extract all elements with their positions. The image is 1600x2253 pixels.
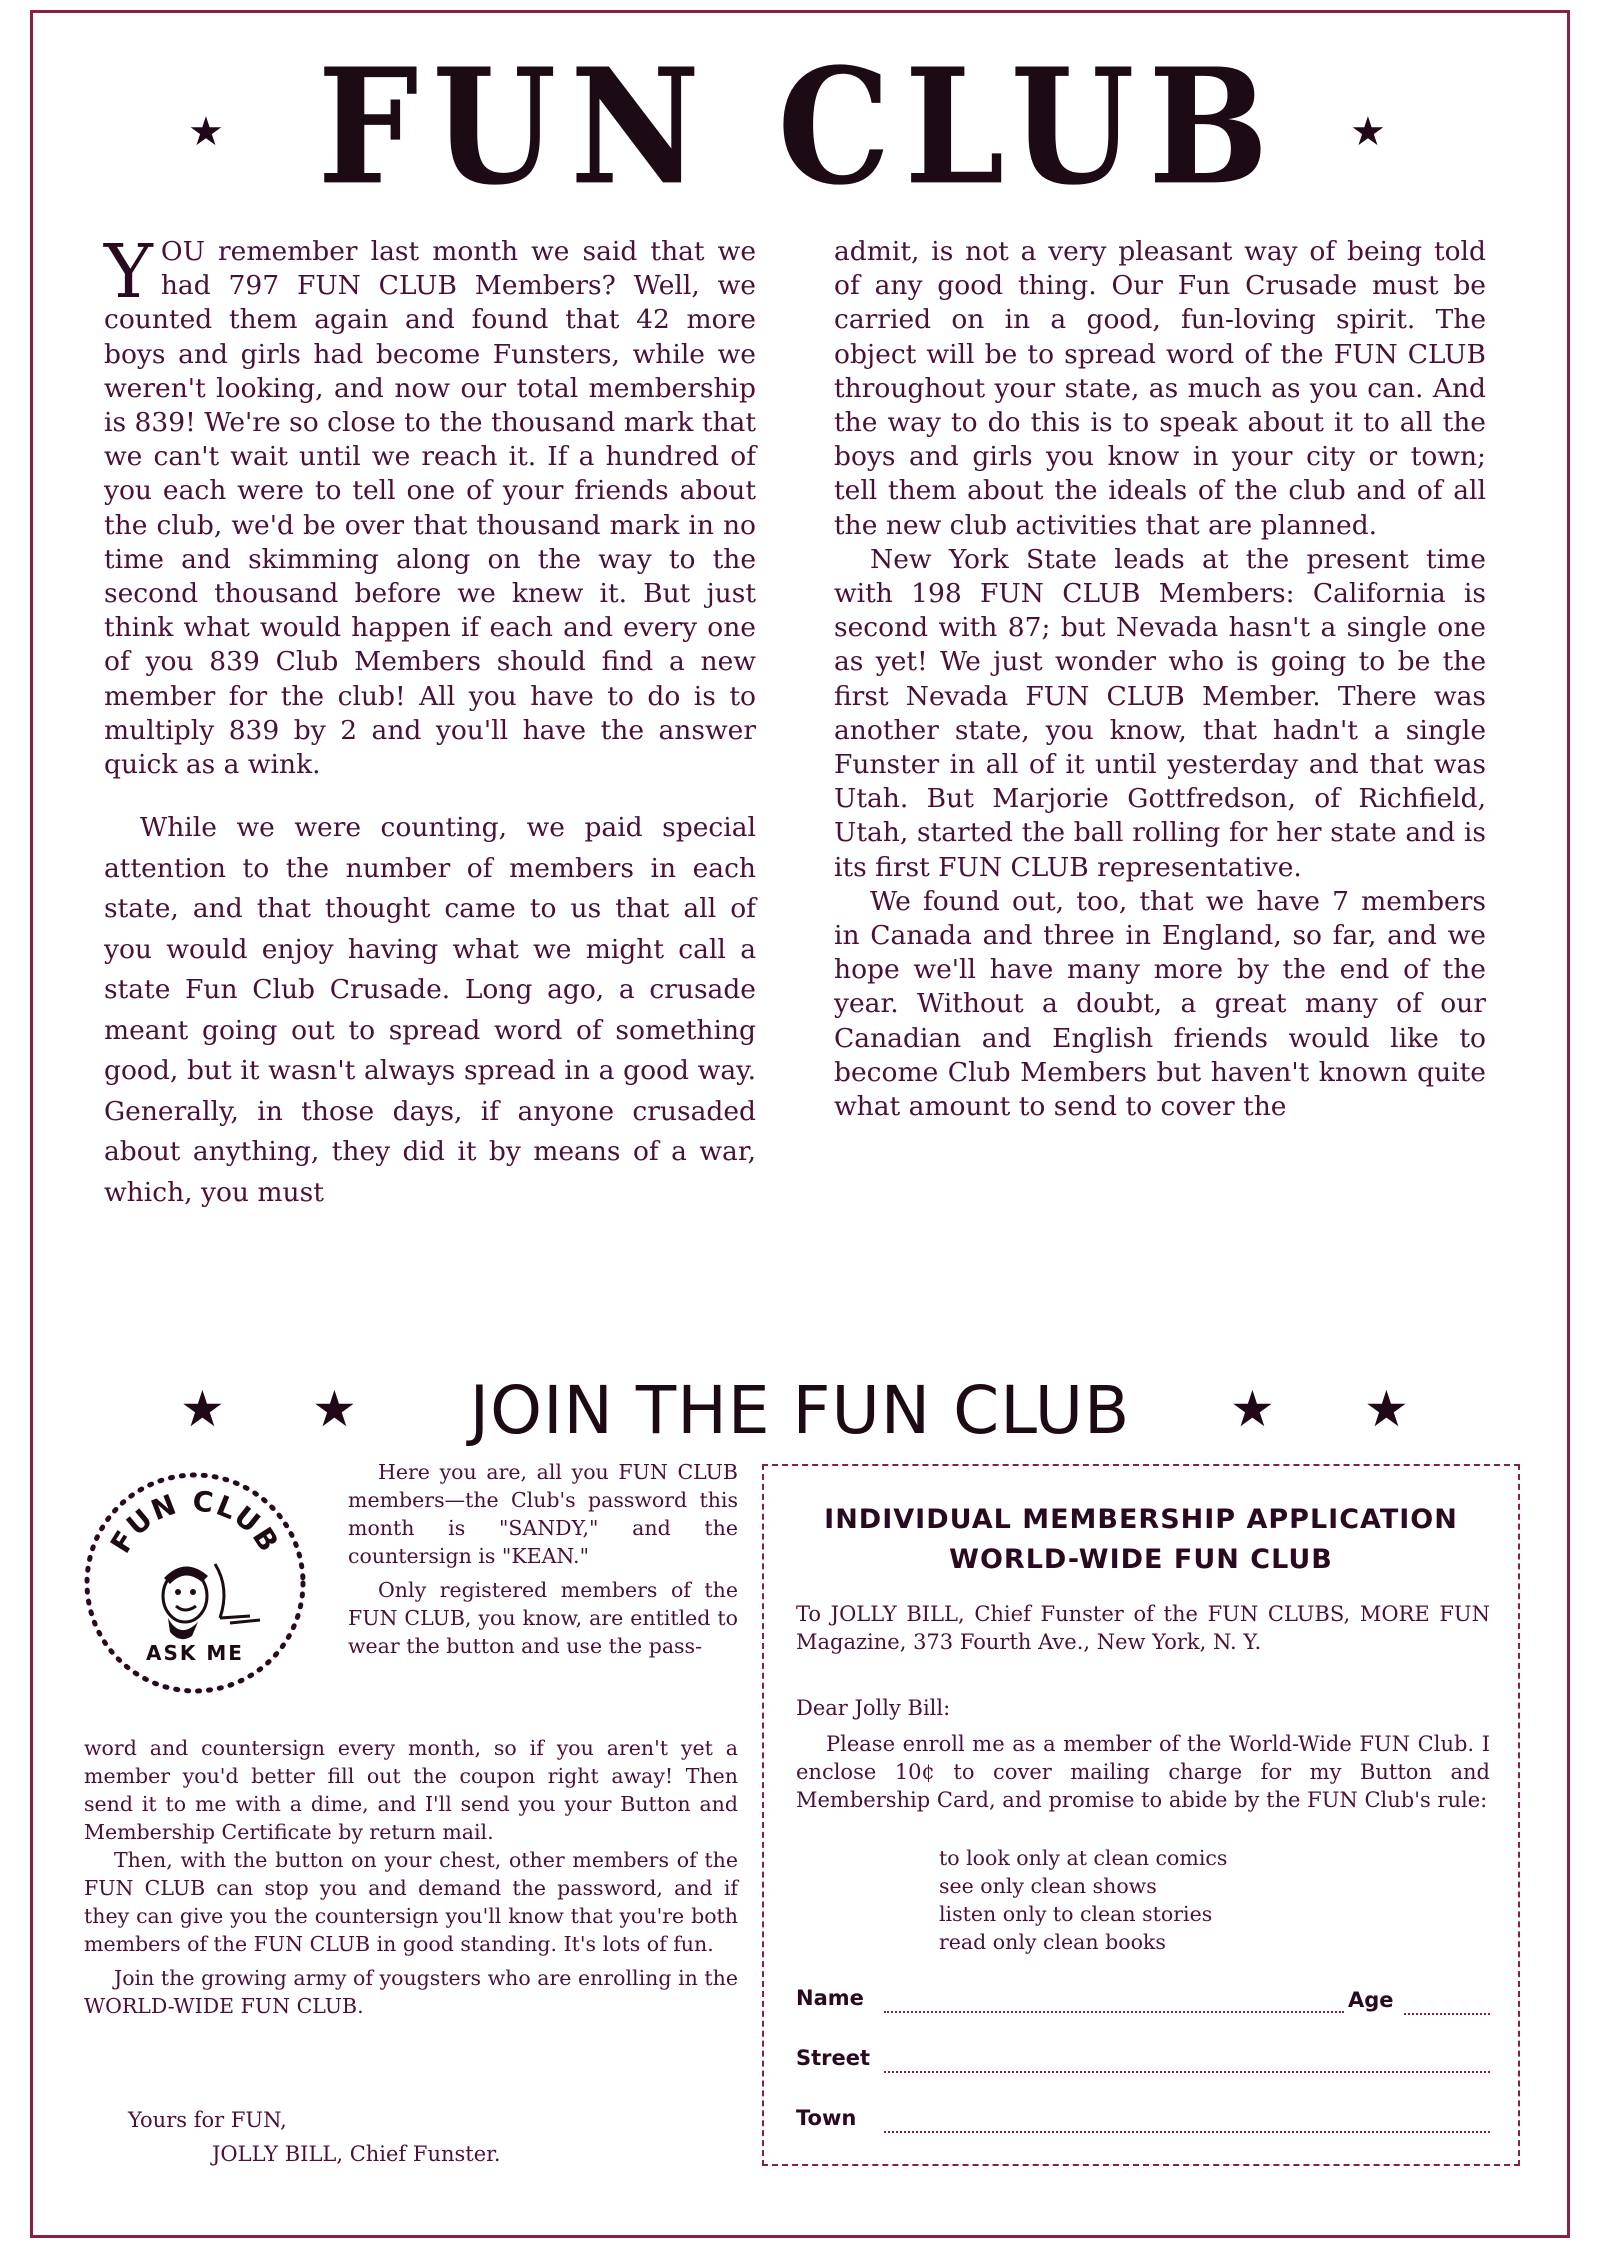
name-field[interactable] bbox=[884, 2011, 1344, 2013]
age-field-label: Age bbox=[1348, 1988, 1394, 2012]
article-paragraph: OU remember last month we said that we had 797 FUN CLUB Members? Well, we counted them again and found that 42 more boys and girls had become Funsters, while we weren't looking, and now our total membership is 839! We're so close to the thousand mark that we can't wait until we reach it. If a hundred of you each were to tell one of your friends about the club, we'd be over that thousand mark in no time and skimming along on the way to the second thousand before we knew it. But just think what would happen if each and every one of you 839 Club Members should find a new member for the club! All you have to do is to multiply 839 by 2 and you'll have the answer quick as a wink. bbox=[104, 236, 756, 781]
town-field-label: Town bbox=[796, 2106, 857, 2130]
rule-item: to look only at clean comics bbox=[939, 1846, 1228, 1870]
signature: JOLLY BILL, Chief Funster. bbox=[212, 2142, 501, 2166]
closing-line: Yours for FUN, bbox=[128, 2108, 287, 2132]
join-paragraph: Here you are, all you FUN CLUB members—the Club's password this month is "SANDY," and the countersign is "KEAN." bbox=[348, 1460, 738, 1568]
join-paragraph: Only registered members of the FUN CLUB, you know, are entitled to wear the button and use the pass- bbox=[348, 1578, 738, 1658]
application-subheading: WORLD-WIDE FUN CLUB bbox=[949, 1544, 1333, 1575]
star-icon: ★ bbox=[1350, 109, 1386, 155]
article-paragraph: While we were counting, we paid special attention to the number of members in each state, and that thought came to us that all of you would enjoy having what we might call a state Fun Club Crusade. Long ago, a crusade meant going out to spread word of something good, but it wasn't always spread in a good way. Generally, in those days, if anyone crusaded about anything, they did it by means of a war, which, you must bbox=[104, 812, 756, 1208]
join-paragraph: Then, with the button on your chest, other members of the FUN CLUB can stop you and demand the password, and if they can give you the countersign you'll know that you're both members of the FUN CLUB in good standing. It's lots of fun. bbox=[84, 1848, 738, 1956]
join-intro-text bbox=[348, 1458, 738, 1660]
cartoon-face-icon bbox=[163, 1564, 260, 1639]
rule-item: read only clean books bbox=[939, 1930, 1166, 1954]
town-field[interactable] bbox=[884, 2131, 1490, 2133]
star-icon: ★ bbox=[1230, 1380, 1275, 1438]
join-lower-text bbox=[84, 1734, 738, 2020]
membership-application-coupon bbox=[762, 1464, 1520, 2166]
article-paragraph: We found out, too, that we have 7 members in Canada and three in England, so far, and we hope we'll have many more by the end of the year. Without a doubt, a great many of our Canadian and English friends would like to become Club Members but haven't known quite what amount to send to cover the bbox=[834, 885, 1486, 1123]
page-title: FUN CLUB bbox=[317, 34, 1283, 221]
badge-bottom-text: ASK ME bbox=[146, 1641, 244, 1665]
star-icon: ★ bbox=[188, 109, 224, 155]
article-column-left bbox=[104, 229, 756, 1213]
article-paragraph: New York State leads at the present time with 198 FUN CLUB Members: California is second with 87; but Nevada hasn't a single one as yet! We just wonder who is going to be the first Nevada FUN CLUB Member. There was another state, you know, that hadn't a single Funster in all of it until yesterday and that was Utah. But Marjorie Gottfredson, of Richfield, Utah, started the ball rolling for her state and is its first FUN CLUB representative. bbox=[834, 543, 1486, 883]
street-field-label: Street bbox=[796, 2046, 871, 2070]
article-paragraph: admit, is not a very pleasant way of being told of any good thing. Our Fun Crusade must be carried on in a good, fun-loving spirit. The object will be to spread word of the FUN CLUB throughout your state, as much as you can. And the way to do this is to speak about it to all the boys and girls you know in your city or town; tell them about the ideals of the club and of all the new club activities that are planned. bbox=[834, 236, 1486, 541]
join-paragraph: Join the growing army of yougsters who are enrolling in the WORLD-WIDE FUN CLUB. bbox=[84, 1966, 738, 2018]
article-column-right bbox=[834, 235, 1486, 1124]
badge-top-text: FUN CLUB bbox=[103, 1484, 287, 1559]
application-heading: INDIVIDUAL MEMBERSHIP APPLICATION bbox=[824, 1504, 1458, 1535]
star-icon: ★ bbox=[1364, 1380, 1409, 1438]
watermark: comicbooks.com bbox=[1344, 2205, 1560, 2233]
name-field-label: Name bbox=[796, 1986, 864, 2010]
star-icon: ★ bbox=[312, 1380, 357, 1438]
rule-item: listen only to clean stories bbox=[939, 1902, 1213, 1926]
application-salutation: Dear Jolly Bill: bbox=[796, 1696, 951, 1720]
street-field[interactable] bbox=[884, 2071, 1490, 2073]
star-icon: ★ bbox=[180, 1380, 225, 1438]
join-paragraph: word and countersign every month, so if you aren't yet a member you'd better fill out the coupon right away! Then send it to me with a dime, and I'll send you your Button and Membership Certificate by return mail. bbox=[84, 1736, 738, 1844]
join-heading: JOIN THE FUN CLUB bbox=[469, 1372, 1131, 1449]
drop-cap: Y bbox=[104, 229, 153, 315]
fun-club-badge-icon bbox=[80, 1468, 310, 1698]
application-address: To JOLLY BILL, Chief Funster of the FUN CLUBS, MORE FUN Magazine, 373 Fourth Ave., New York, N. Y. bbox=[796, 1602, 1490, 1654]
age-field[interactable] bbox=[1404, 2013, 1490, 2015]
rule-item: see only clean shows bbox=[939, 1874, 1157, 1898]
application-body: Please enroll me as a member of the World-Wide FUN Club. I enclose 10¢ to cover mailing charge for my Button and Membership Card, and promise to abide by the FUN Club's rule: bbox=[796, 1732, 1490, 1812]
